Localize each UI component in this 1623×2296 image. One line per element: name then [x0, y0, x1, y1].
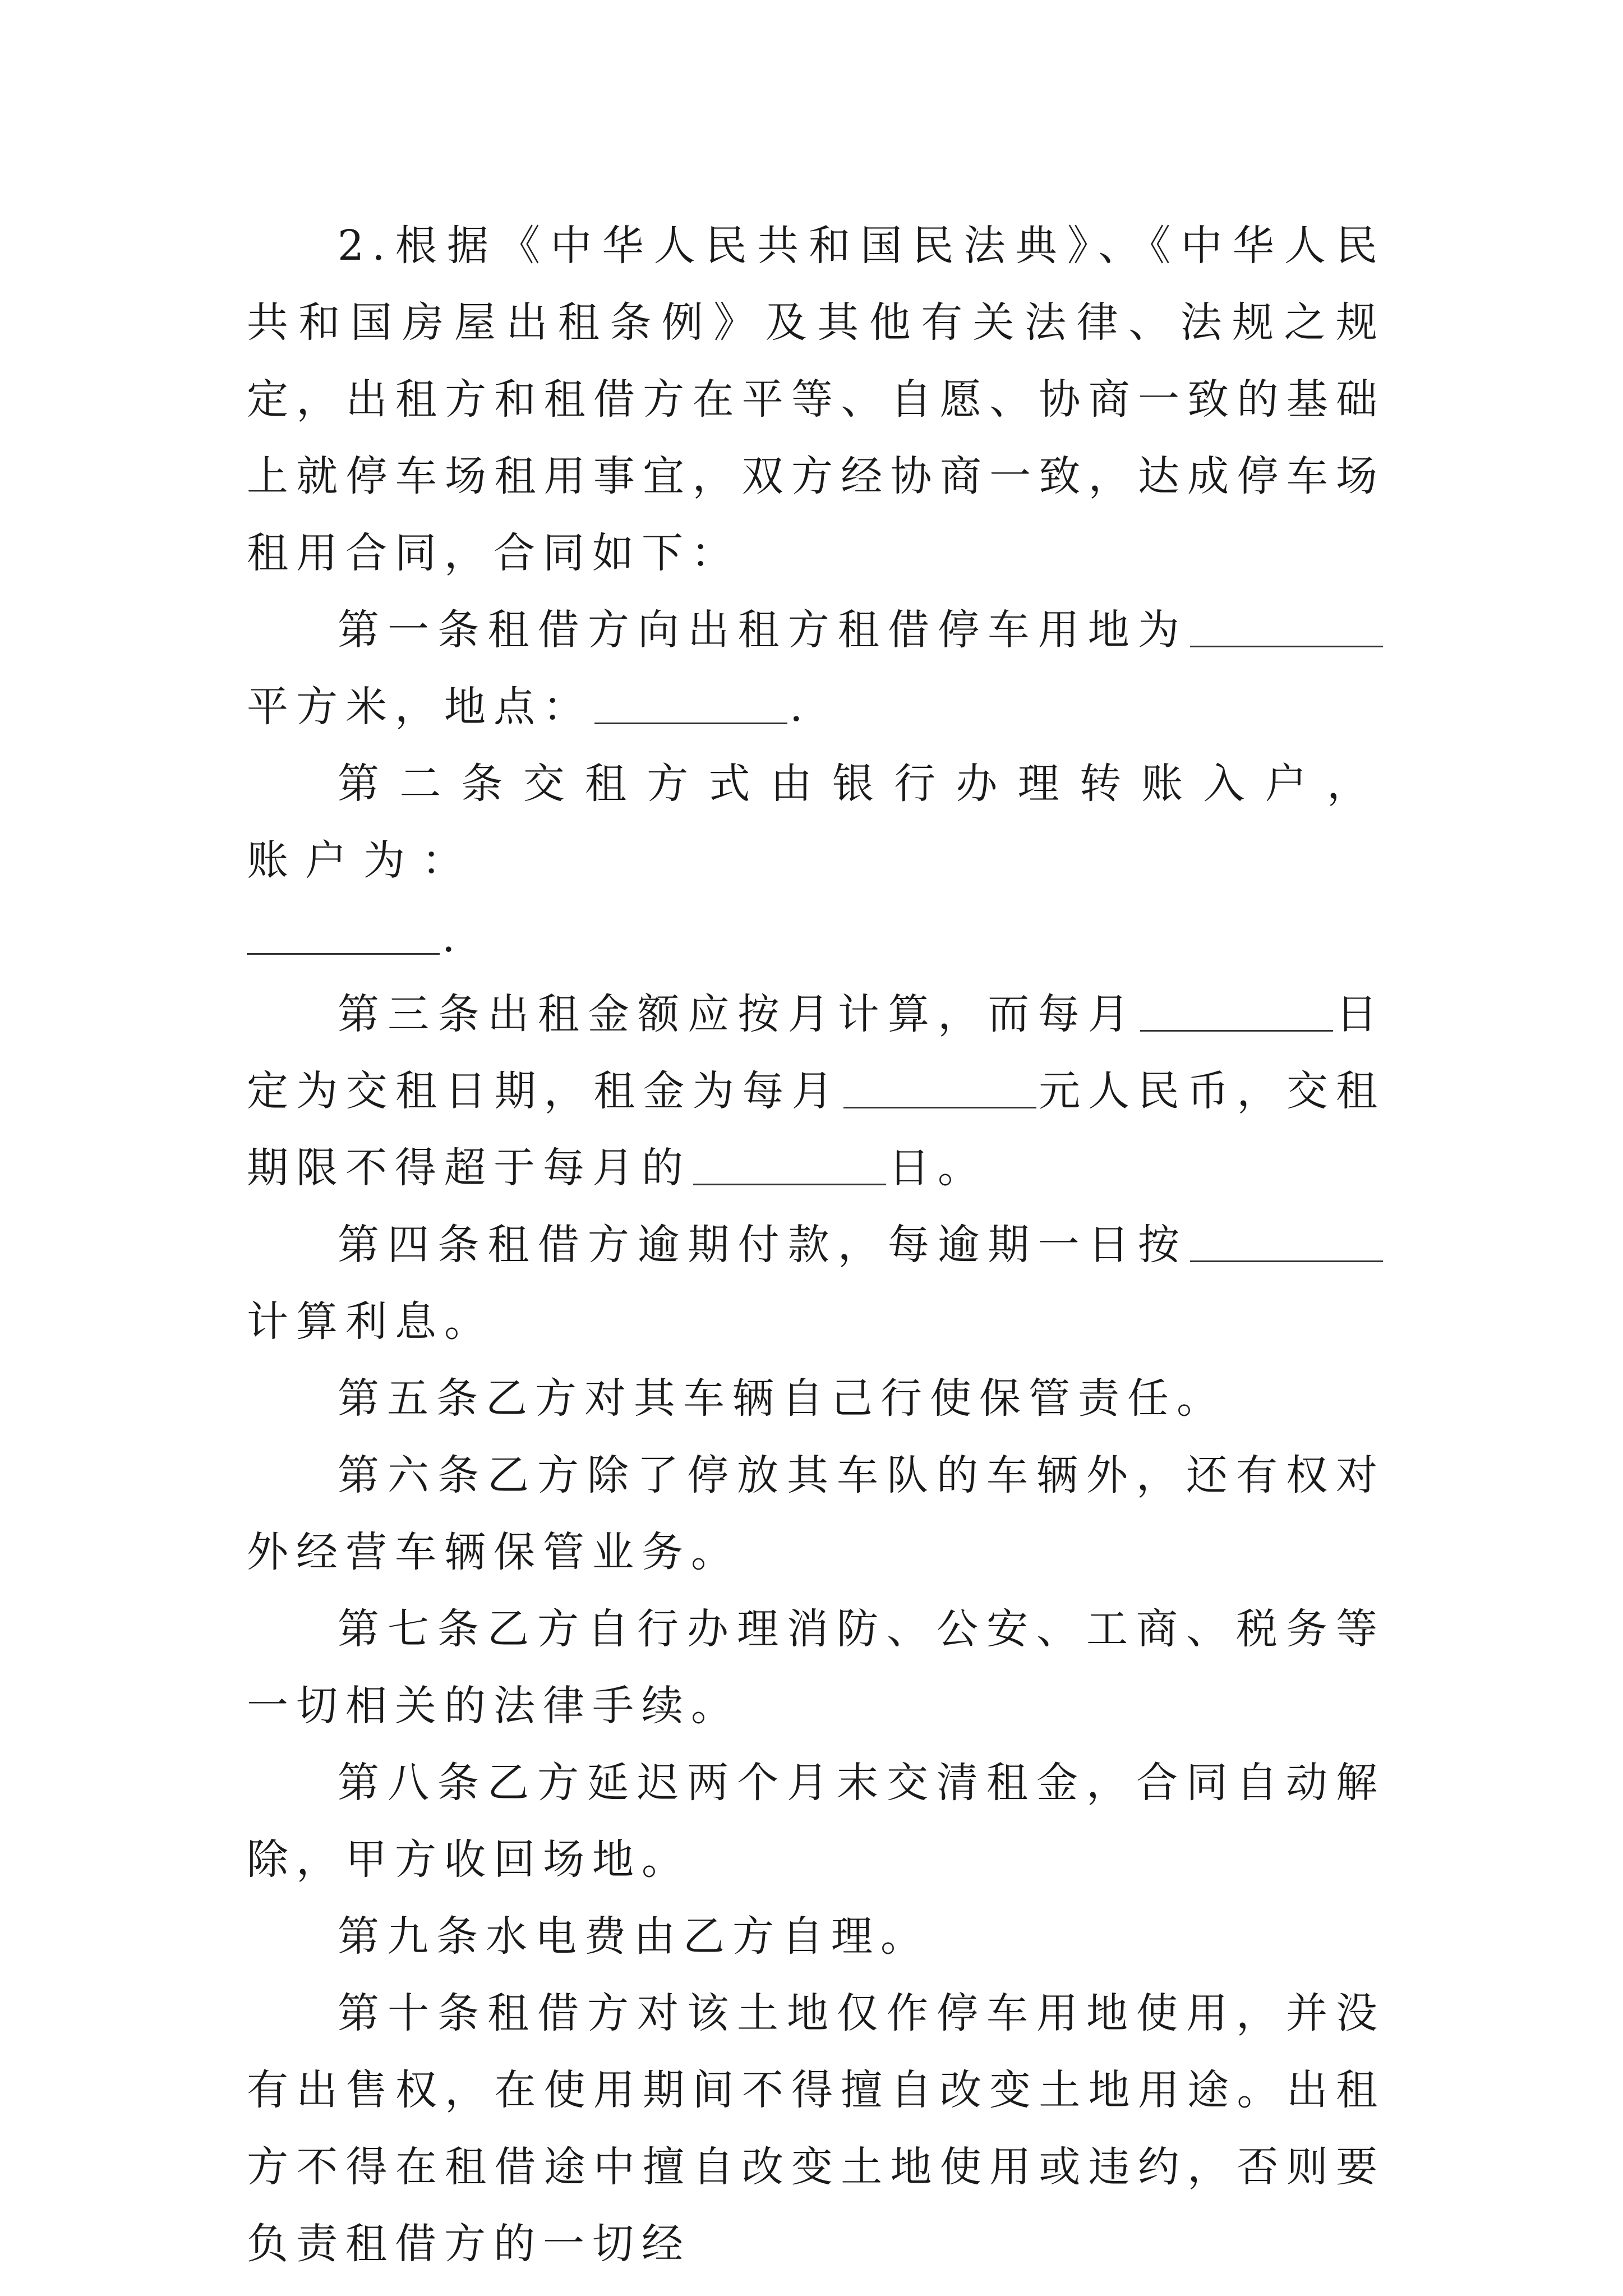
article-10-text: 第十条租借方对该土地仅作停车用地使用，并没有出售权，在使用期间不得擅自改变土地用途。出租方不得在租借途中擅自改变土地使用或违约，否则要负责租借方的一切经 [247, 1989, 1385, 2268]
area-blank[interactable] [1190, 605, 1383, 647]
article-6-text: 第六条乙方除了停放其车队的车辆外，还有权对外经营车辆保管业务。 [247, 1451, 1385, 1576]
article-9 [247, 1898, 1385, 1975]
article-3-text-2: 日定为交租日期，租金为每月 [247, 990, 1386, 1115]
account-blank[interactable] [247, 913, 440, 955]
article-7-text: 第七条乙方自行办理消防、公安、工商、税务等一切相关的法律手续。 [247, 1605, 1385, 1730]
paragraph-preamble [247, 208, 1385, 592]
article-4-text-2: 计算利息。 [247, 1297, 494, 1346]
document-page [247, 208, 1385, 2283]
article-1-text: 第一条租借方向出租方租借停车用地为 [338, 606, 1188, 654]
article-3-text-3: 元人民币，交租期限不得超于每月的 [247, 1067, 1386, 1192]
article-5-text: 第五条乙方对其车辆自己行使保管责任。 [338, 1374, 1226, 1423]
article-5 [247, 1360, 1385, 1437]
article-2-text: 第二条交租方式由银行办理转账入户，账户为： [247, 760, 1385, 885]
article-8 [247, 1745, 1385, 1898]
article-2 [247, 746, 1385, 899]
article-10 [247, 1975, 1385, 2283]
article-1 [247, 592, 1385, 746]
article-3 [247, 976, 1385, 1207]
deadline-day-blank[interactable] [693, 1143, 886, 1185]
article-3-text: 第三条出租金额应按月计算，而每月 [338, 990, 1138, 1038]
article-6 [247, 1437, 1385, 1591]
interest-rate-blank[interactable] [1190, 1220, 1383, 1262]
day-blank[interactable] [1140, 990, 1333, 1032]
article-1-period: . [790, 683, 811, 731]
article-4 [247, 1207, 1385, 1360]
article-9-text: 第九条水电费由乙方自理。 [338, 1912, 930, 1961]
preamble-text: 2.根据《中华人民共和国民法典》、《中华人民共和国房屋出租条例》及其他有关法律、法规之规定，出租方和租借方在平等、自愿、协商一致的基础上就停车场租用事宜，双方经协商一致，达成停车场租用合同，合同如下： [247, 222, 1385, 577]
article-1-text-2: 平方米，地点： [247, 683, 592, 731]
location-blank[interactable] [594, 682, 787, 724]
article-8-text: 第八条乙方延迟两个月末交清租金，合同自动解除，甲方收回场地。 [247, 1759, 1385, 1884]
article-2-continued [247, 899, 1385, 976]
article-4-text: 第四条租借方逾期付款，每逾期一日按 [338, 1221, 1188, 1269]
article-3-text-4: 日。 [888, 1144, 987, 1192]
rent-amount-blank[interactable] [843, 1066, 1036, 1108]
article-2-period: . [442, 913, 463, 961]
article-7 [247, 1591, 1385, 1745]
